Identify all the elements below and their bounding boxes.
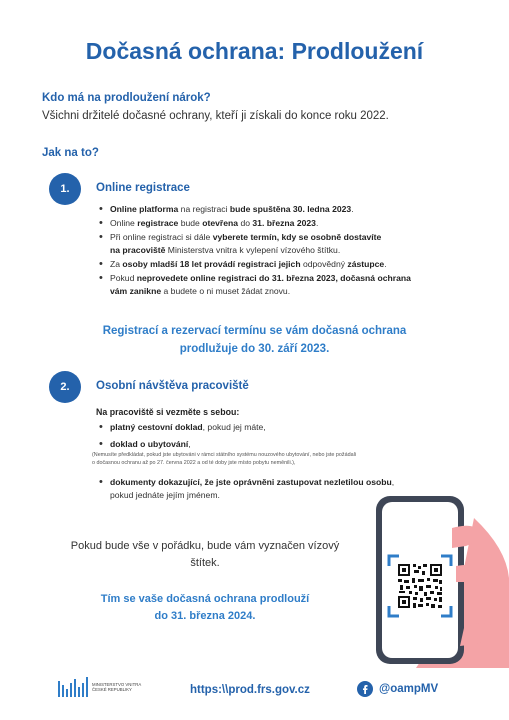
list-item: • doklad o ubytování, (98, 438, 438, 451)
list-item: • dokumenty dokazující, že jste oprávněni zastupovat nezletilou osobu, pokud jednáte jejím jménem. (98, 476, 438, 502)
step-1-title: Online registrace (96, 182, 190, 194)
registration-link[interactable]: https:\\prod.frs.gov.cz (190, 684, 310, 696)
list-item: • platný cestovní doklad, pokud jej máte, (98, 421, 438, 434)
list-item: • Pokud neprovedete online registraci do 31. března 2023, dočasná ochrana vám zanikne a budete o ni muset žádat znovu. (98, 272, 438, 298)
facebook-link[interactable] (357, 681, 438, 697)
list-item: • Online platforma na registraci bude spuštěna 30. ledna 2023. (98, 203, 438, 216)
facebook-handle: @oampMV (379, 683, 439, 695)
step-1-number: 1. (49, 173, 81, 205)
step-2-title: Osobní návštěva pracoviště (96, 380, 249, 392)
page-title: Dočasná ochrana: Prodloužení (85, 38, 424, 64)
step-1-bullets (98, 203, 438, 299)
ministry-name: MINISTERSTVO VNITRA ČESKÉ REPUBLIKY (92, 681, 142, 692)
how-question: Jak na to? (42, 147, 99, 159)
who-question: Kdo má na prodloužení nárok? (42, 92, 211, 104)
list-item: • Při online registraci si dále vyberete termín, kdy se osobně dostavíte na pracoviště Ministerstva vnitra k vylepení vízového štítku. (98, 231, 438, 257)
step-2-intro: Na pracoviště si vezměte s sebou: (96, 407, 240, 417)
closing-text: Pokud bude vše v pořádku, bude vám vyznačen vízový štítek. (70, 540, 340, 569)
ministry-logo-icon (58, 677, 88, 697)
closing-highlight: Tím se vaše dočasná ochrana prodlouží do 31. března 2024. (100, 593, 310, 622)
phone-illustration (356, 478, 509, 668)
step-2-bullets-a (98, 421, 438, 452)
list-item: • Za osoby mladší 18 let provádí registraci jejich odpovědný zástupce. (98, 258, 438, 271)
step-2-number: 2. (49, 371, 81, 403)
accommodation-note: (Nemusíte předkládat, pokud jste ubytováni v rámci státního systému nouzového ubytování, nebo jste požádali o dočasnou ochranu až po 27. června 2022 a od té doby jste místo pobytu neměnili.), (92, 452, 356, 466)
step-1-callout: Registrací a rezervací termínu se vám dočasná ochrana prodlužuje do 30. září 2023. (102, 325, 407, 355)
list-item: • Online registrace bude otevřena do 31. března 2023. (98, 217, 438, 230)
facebook-icon (357, 681, 373, 697)
who-answer: Všichni držitelé dočasné ochrany, kteří ji získali do konce roku 2022. (42, 110, 389, 122)
ministry-logo (58, 677, 152, 697)
hand-holding-phone-icon (356, 478, 509, 668)
